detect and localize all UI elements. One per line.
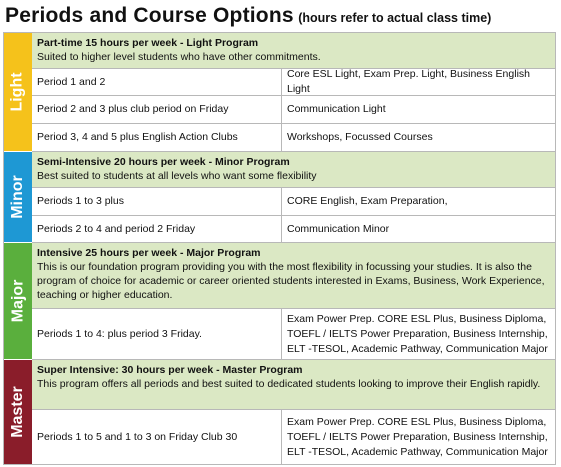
periods-cell: Periods 1 to 3 plus: [32, 188, 282, 215]
courses-cell: [282, 309, 555, 359]
side-label-master-text: Master: [9, 386, 27, 438]
courses-cell: [282, 410, 555, 464]
table-row: [32, 216, 555, 243]
courses-text: Exam Power Prep. CORE ESL Plus, Business Diploma, TOEFL / IELTS Power Preparation, Business Internship, ELT -TESOL, Academic Pathway, Communication Major: [287, 415, 548, 458]
section-major-header: [32, 243, 555, 309]
section-light-title: Part-time 15 hours per week - Light Program: [37, 37, 259, 49]
section-master: [4, 360, 555, 464]
subtitle-text: (hours refer to actual class time): [298, 11, 492, 25]
section-minor-title: Semi-Intensive 20 hours per week - Minor Program: [37, 156, 290, 168]
periods-cell: Period 3, 4 and 5 plus English Action Clubs: [32, 124, 282, 151]
section-light-header: [32, 33, 555, 69]
side-label-master: [4, 360, 32, 464]
section-major-description: This is our foundation program providing you with the most flexibility in focussing your studies. It is also the program of choice for academic or career oriented students interested in Exams, Business, Work Experience, teaching or higher education.: [37, 261, 545, 301]
section-master-title: Super Intensive: 30 hours per week - Master Program: [37, 364, 303, 376]
courses-cell: Workshops, Focussed Courses: [287, 131, 433, 143]
section-master-header: [32, 360, 555, 410]
side-label-major-text: Major: [9, 279, 27, 323]
section-light-description: Suited to higher level students who have other commitments.: [37, 51, 321, 63]
periods-cell: Period 1 and 2: [32, 69, 282, 95]
side-label-light: [4, 33, 32, 152]
table-row: [32, 69, 555, 96]
side-label-light-text: Light: [9, 72, 26, 112]
periods-cell: Period 2 and 3 plus club period on Friday: [32, 96, 282, 123]
courses-text: Exam Power Prep. CORE ESL Plus, Business Diploma, TOEFL / IELTS Power Preparation, Business Internship, ELT -TESOL, Academic Pathway, Communication Major: [287, 312, 548, 355]
section-master-content: [32, 360, 555, 464]
section-major-title: Intensive 25 hours per week - Major Program: [37, 247, 261, 259]
section-minor-content: [32, 152, 555, 243]
table-row: [32, 124, 555, 152]
section-minor-header: [32, 152, 555, 188]
periods-cell: Periods 1 to 4: plus period 3 Friday.: [32, 309, 282, 359]
side-label-minor-text: Minor: [9, 175, 27, 219]
course-options-table: [3, 32, 556, 465]
page-title: [5, 4, 491, 28]
table-row: [32, 96, 555, 124]
courses-cell: Communication Light: [287, 103, 386, 115]
section-minor: [4, 152, 555, 243]
table-row: [32, 410, 555, 464]
section-light: [4, 33, 555, 152]
section-minor-description: Best suited to students at all levels who want some flexibility: [37, 170, 317, 182]
table-row: [32, 188, 555, 216]
section-light-content: [32, 33, 555, 152]
side-label-major: [4, 243, 32, 360]
courses-cell: Communication Minor: [287, 222, 390, 235]
courses-cell: Core ESL Light, Exam Prep. Light, Business English Light: [287, 68, 530, 95]
side-label-minor: [4, 152, 32, 243]
title-text: Periods and Course Options: [5, 4, 294, 27]
table-row: [32, 309, 555, 360]
courses-cell: CORE English, Exam Preparation,: [287, 195, 448, 207]
section-major: [4, 243, 555, 360]
periods-cell: Periods 2 to 4 and period 2 Friday: [32, 216, 282, 242]
section-master-description: This program offers all periods and best suited to dedicated students looking to improve their English rapidly.: [37, 378, 541, 390]
periods-cell: Periods 1 to 5 and 1 to 3 on Friday Club 30: [32, 410, 282, 464]
section-major-content: [32, 243, 555, 360]
